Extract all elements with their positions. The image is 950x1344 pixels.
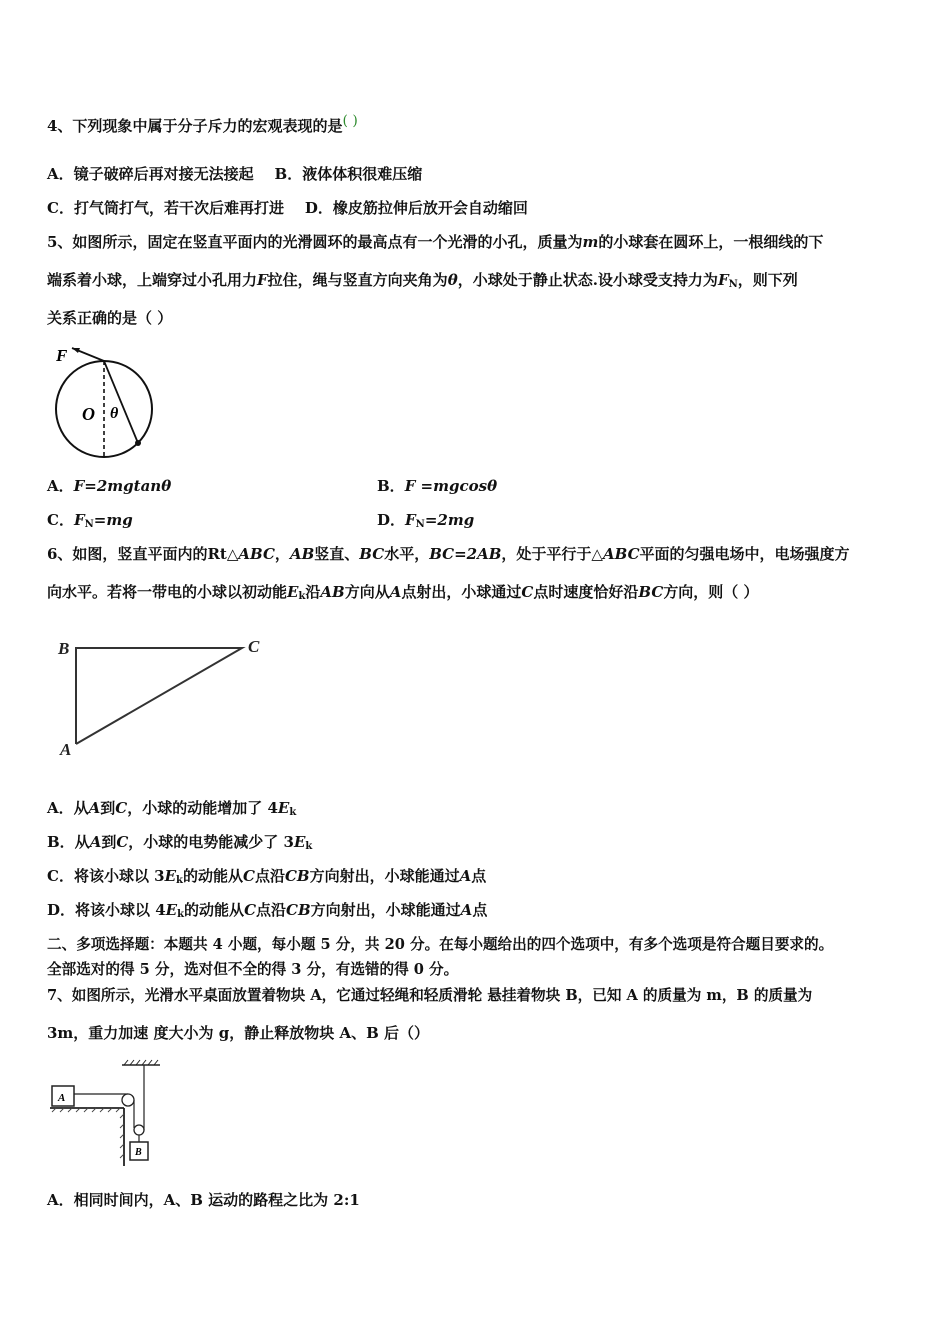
q6-text: 沿	[305, 583, 321, 601]
q7-option-a: A．相同时间内，A、B 运动的路程之比为 2:1	[47, 1191, 360, 1209]
q6-text: 点沿	[254, 867, 285, 885]
q5-var-theta: θ	[447, 271, 458, 289]
q5-option-b-prefix: B．	[377, 477, 405, 495]
q6-sub: k	[177, 909, 185, 920]
q6-var: A	[459, 867, 472, 885]
q5-option-d	[377, 510, 474, 535]
q6-var: E	[165, 901, 178, 919]
q5-text: ，小球处于静止状态.设小球受支持力为	[457, 271, 718, 289]
q6-text: 平面的匀强电场中，电场强度方	[639, 545, 850, 563]
q6-var: C	[243, 867, 255, 885]
q6-option-a	[47, 798, 296, 823]
q5-line3	[47, 308, 172, 328]
q5-option-c	[47, 510, 133, 535]
q6-text: 竖直、	[314, 545, 360, 563]
q5-option-c-expr: =mg	[93, 511, 133, 529]
q6-text: 方向从	[344, 583, 390, 601]
q5-option-d-prefix: D．	[377, 511, 406, 529]
q6-text: 向水平。若将一带电的小球以初动能	[47, 583, 288, 601]
q5-label-O: O	[82, 404, 95, 424]
q5-label-F: F	[56, 346, 68, 365]
q6-label-B: B	[58, 639, 70, 658]
q4-options-cd	[47, 198, 528, 218]
q5-option-a-expr: F=2mgtanθ	[73, 477, 172, 495]
q6-triangle-figure	[52, 628, 272, 763]
q7-fixed-pulley	[122, 1094, 134, 1106]
q6-sub: k	[305, 841, 313, 852]
q6-text: 方向，则（ ）	[663, 583, 759, 601]
q5-line2	[47, 270, 798, 295]
q5-text: 端系着小球，上端穿过小孔用力	[47, 271, 258, 289]
q6-var: E	[293, 833, 306, 851]
q6-var: A	[389, 583, 402, 601]
q6-var: BC	[638, 583, 664, 601]
q6-var: CB	[284, 867, 310, 885]
q5-option-b-expr: F =mgcosθ	[404, 477, 498, 495]
q4-option-d: D．橡皮筋拉伸后放开会自动缩回	[304, 199, 528, 217]
q5-option-d-sub: N	[415, 519, 425, 530]
q5-ball	[135, 440, 141, 446]
q5-var-FN-sub: N	[728, 279, 738, 290]
q6-text: 的动能从	[184, 901, 245, 919]
q6-text: 点沿	[256, 901, 287, 919]
q5-label-theta: θ	[110, 405, 119, 422]
q6-var: △ABC	[226, 545, 275, 563]
q5-option-c-base: F	[73, 511, 85, 529]
q6-var: C	[521, 583, 534, 601]
q7-label-B: B	[135, 1147, 142, 1158]
q5-text: 拉住，绳与竖直方向夹角为	[267, 271, 448, 289]
q5-var-F: F	[257, 271, 268, 289]
q6-option-c	[47, 866, 486, 891]
q5-text: 5、如图所示，固定在竖直平面内的光滑圆环的最高点有一个光滑的小孔，质量为	[47, 233, 583, 251]
q4-stem	[47, 113, 358, 137]
q5-text: 的小球套在圆环上，一根细线的下	[598, 233, 824, 251]
q6-var: C	[244, 901, 257, 919]
q6-var-Ek: E	[287, 583, 299, 601]
q6-line2	[47, 582, 759, 607]
q6-var: C	[116, 833, 129, 851]
q6-text: 到	[100, 799, 116, 817]
q6-var: A	[89, 833, 102, 851]
q5-var-FN: F	[717, 271, 729, 289]
section2-heading-line2: 全部选对的得 5 分，选对但不全的得 3 分，有选错的得 0 分。	[47, 961, 459, 978]
q5-option-d-expr: =2mg	[424, 511, 475, 529]
q4-option-c: C．打气筒打气，若干次后难再打进	[47, 199, 284, 217]
q7-label-A: A	[58, 1092, 66, 1104]
q6-text: 点射出，小球通过	[401, 583, 522, 601]
q4-option-b: B．液体体积很难压缩	[274, 165, 423, 183]
q6-label-C: C	[248, 637, 260, 656]
q6-text: 点	[472, 901, 488, 919]
q5-option-d-base: F	[405, 511, 416, 529]
q6-var-Ek-sub: k	[298, 591, 306, 602]
q6-var: BC=2AB	[429, 545, 502, 563]
q5-option-a-prefix: A．	[47, 477, 74, 495]
q6-var: A	[88, 799, 101, 817]
q6-var: C	[115, 799, 128, 817]
q6-text: 的动能从	[182, 867, 243, 885]
q6-var: AB	[289, 545, 315, 563]
q7-pulley-figure	[48, 1058, 168, 1170]
q5-option-c-sub: N	[84, 519, 94, 530]
q5-line1	[47, 232, 823, 252]
q6-option-d	[47, 900, 487, 925]
q6-text: 点	[471, 867, 487, 885]
q6-var: CB	[286, 901, 311, 919]
q6-var: AB	[320, 583, 345, 601]
q6-line1	[47, 544, 850, 564]
q5-var-m: m	[582, 233, 599, 251]
q6-var: A	[460, 901, 473, 919]
q4-stem-text: 4、下列现象中属于分子斥力的宏观表现的是	[47, 117, 343, 135]
section2-heading-line1: 二、多项选择题：本题共 4 小题，每小题 5 分，共 20 分。在每小题给出的四个选项中，有多个选项是符合题目要求的。	[47, 936, 834, 953]
q6-var: BC	[359, 545, 385, 563]
q6-text: 方向射出，小球能通过	[309, 867, 460, 885]
q5-text: ，则下列	[737, 271, 798, 289]
q6-text: 点时速度恰好沿	[533, 583, 639, 601]
q6-text: 水平，	[384, 545, 430, 563]
q5-circle-figure	[48, 340, 168, 470]
q6-text: A．从	[47, 799, 89, 817]
q5-text: 关系正确的是（ ）	[47, 309, 173, 327]
q6-text: ，	[274, 545, 290, 563]
q6-text: D．将该小球以 4	[47, 901, 166, 919]
q7-table-hatch	[52, 1108, 124, 1158]
q4-options-ab	[47, 164, 422, 184]
q6-text: 到	[101, 833, 117, 851]
q5-option-c-prefix: C．	[47, 511, 74, 529]
q7-line1: 7、如图所示，光滑水平桌面放置着物块 A，它通过轻绳和轻质滑轮 悬挂着物块 B，已知 A 的质量为 m，B 的质量为	[47, 987, 813, 1004]
q6-text: ，小球的动能增加了 4	[127, 799, 278, 817]
q4-blank: ( )	[342, 113, 358, 129]
q6-text: 6、如图，竖直平面内的Rt	[47, 545, 227, 563]
q6-label-A: A	[60, 740, 72, 759]
q5-arrowhead	[72, 348, 80, 353]
q5-option-b	[377, 476, 497, 496]
q7-line2: 3m，重力加速 度大小为 g，静止释放物块 A、B 后（）	[47, 1024, 430, 1042]
q6-text: ，处于平行于△	[501, 545, 603, 563]
q6-var: ABC	[602, 545, 640, 563]
q6-text: B．从	[47, 833, 90, 851]
q6-var: E	[277, 799, 290, 817]
q6-sub: k	[289, 807, 297, 818]
q6-text: ，小球的电势能减少了 3	[128, 833, 294, 851]
q5-rope	[104, 361, 138, 443]
q7-movable-pulley	[134, 1125, 144, 1135]
q6-triangle	[76, 648, 242, 744]
q6-text: C．将该小球以 3	[47, 867, 165, 885]
q6-text: 方向射出，小球能通过	[310, 901, 461, 919]
q6-sub: k	[176, 875, 183, 886]
q6-var: E	[164, 867, 177, 885]
q6-option-b	[47, 832, 312, 857]
q4-option-a: A．镜子破碎后再对接无法接起	[47, 165, 254, 183]
q5-option-a	[47, 476, 171, 496]
